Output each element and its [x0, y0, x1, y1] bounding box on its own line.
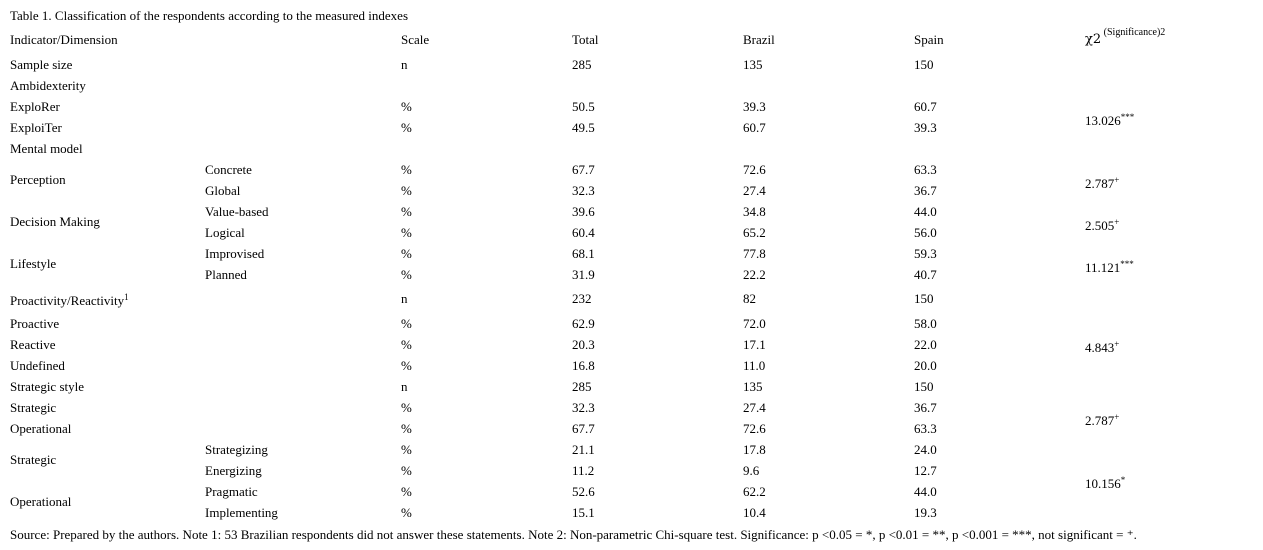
- table-row: [0, 484, 1263, 505]
- chi-value: 11.121: [1085, 260, 1121, 275]
- table-row: [0, 162, 1263, 183]
- row-brazil: 22.2: [743, 267, 766, 282]
- header-spain: Spain: [914, 32, 944, 47]
- row-brazil: 72.6: [743, 162, 766, 177]
- chi-square-value: [1085, 218, 1119, 234]
- row-brazil: 17.1: [743, 337, 766, 352]
- significance-marker: +: [1114, 217, 1120, 227]
- row-total: 15.1: [572, 505, 595, 520]
- row-spain: 150: [914, 291, 934, 306]
- table-row: [0, 120, 1263, 141]
- row-brazil: 82: [743, 291, 756, 306]
- row-spain: 36.7: [914, 183, 937, 198]
- row-spain: 150: [914, 57, 934, 72]
- chi-symbol: χ2: [1085, 32, 1102, 47]
- row-spain: 63.3: [914, 421, 937, 436]
- footnote-marker: 1: [124, 292, 129, 302]
- significance-marker: ***: [1120, 112, 1135, 122]
- row-spain: 63.3: [914, 162, 937, 177]
- row-total: 60.4: [572, 225, 595, 240]
- table-row: [0, 246, 1263, 267]
- table-row: [0, 291, 1263, 312]
- row-indicator: Reactive: [10, 337, 56, 352]
- row-scale: n: [401, 379, 408, 394]
- chi-value: 10.156: [1085, 476, 1121, 491]
- row-indicator: ExploiTer: [10, 120, 62, 135]
- row-brazil: 77.8: [743, 246, 766, 261]
- row-dimension: Implementing: [205, 505, 278, 520]
- chi-square-value: [1085, 476, 1125, 492]
- table-row: [0, 400, 1263, 421]
- row-brazil: 135: [743, 57, 763, 72]
- table-row: [0, 421, 1263, 442]
- row-dimension: Pragmatic: [205, 484, 258, 499]
- table-row: [0, 267, 1263, 288]
- row-scale: %: [401, 400, 412, 415]
- row-spain: 58.0: [914, 316, 937, 331]
- row-total: 16.8: [572, 358, 595, 373]
- row-brazil: 135: [743, 379, 763, 394]
- chi-square-value: [1085, 176, 1119, 192]
- merged-label-strategic: Strategic: [10, 452, 57, 467]
- row-indicator: [10, 293, 129, 309]
- table-row: [0, 57, 1263, 78]
- row-indicator: Mental model: [10, 141, 83, 156]
- row-total: 49.5: [572, 120, 595, 135]
- row-brazil: 72.0: [743, 316, 766, 331]
- row-indicator: ExploRer: [10, 99, 60, 114]
- row-brazil: 10.4: [743, 505, 766, 520]
- table-row: [0, 442, 1263, 463]
- merged-label-perception: Perception: [10, 172, 66, 187]
- header-chi-square: [1085, 27, 1166, 47]
- chi-value: 2.505: [1085, 218, 1115, 233]
- header-indicator: Indicator/Dimension: [10, 32, 118, 47]
- row-spain: 60.7: [914, 99, 937, 114]
- row-spain: 150: [914, 379, 934, 394]
- table-caption: Table 1. Classification of the respondents according to the measured indexes: [10, 8, 408, 23]
- chi-square-value: [1085, 413, 1119, 429]
- chi-value: 4.843: [1085, 340, 1115, 355]
- source-note: Source: Prepared by the authors. Note 1: 53 Brazilian respondents did not answer these statements. Note 2: Non-parametric Chi-square test. Significance: p <0.05 = *, p <0.01 = **, p <0.001 = ***, not significant = ⁺.: [10, 527, 1137, 542]
- row-brazil: 27.4: [743, 400, 766, 415]
- row-spain: 56.0: [914, 225, 937, 240]
- chi-square-value: [1085, 260, 1134, 276]
- row-total: 50.5: [572, 99, 595, 114]
- merged-label-lifestyle: Lifestyle: [10, 256, 57, 271]
- table-row: [0, 358, 1263, 379]
- significance-marker: +: [1114, 339, 1120, 349]
- row-scale: %: [401, 463, 412, 478]
- significance-marker: +: [1114, 412, 1120, 422]
- row-dimension: Energizing: [205, 463, 262, 478]
- row-brazil: 34.8: [743, 204, 766, 219]
- row-total: 52.6: [572, 484, 595, 499]
- row-brazil: 39.3: [743, 99, 766, 114]
- row-total: 68.1: [572, 246, 595, 261]
- header-row: [0, 32, 1263, 53]
- table-row: [0, 141, 1263, 162]
- table-row: [0, 225, 1263, 246]
- table-row: [0, 463, 1263, 484]
- row-spain: 44.0: [914, 204, 937, 219]
- row-spain: 39.3: [914, 120, 937, 135]
- row-scale: %: [401, 442, 412, 457]
- row-brazil: 11.0: [743, 358, 766, 373]
- table-row: [0, 204, 1263, 225]
- row-indicator: Sample size: [10, 57, 73, 72]
- row-total: 67.7: [572, 421, 595, 436]
- chi-value: 13.026: [1085, 113, 1121, 128]
- row-scale: %: [401, 246, 412, 261]
- row-scale: %: [401, 421, 412, 436]
- header-scale: Scale: [401, 32, 430, 47]
- row-brazil: 60.7: [743, 120, 766, 135]
- chi-header-sup: (Significance)2: [1101, 27, 1166, 38]
- row-spain: 24.0: [914, 442, 937, 457]
- row-dimension: Improvised: [205, 246, 265, 261]
- row-brazil: 9.6: [743, 463, 760, 478]
- row-indicator: Strategic style: [10, 379, 85, 394]
- row-indicator-text: Proactivity/Reactivity: [10, 293, 125, 308]
- header-brazil: Brazil: [743, 32, 775, 47]
- row-spain: 40.7: [914, 267, 937, 282]
- row-indicator: Ambidexterity: [10, 78, 86, 93]
- row-scale: %: [401, 267, 412, 282]
- row-total: 62.9: [572, 316, 595, 331]
- row-scale: %: [401, 99, 412, 114]
- row-brazil: 17.8: [743, 442, 766, 457]
- row-scale: %: [401, 183, 412, 198]
- row-indicator: Undefined: [10, 358, 65, 373]
- chi-square-value: [1085, 113, 1134, 129]
- merged-label-decision-making: Decision Making: [10, 214, 100, 229]
- row-indicator: Operational: [10, 421, 72, 436]
- row-total: 32.3: [572, 183, 595, 198]
- chi-value: 2.787: [1085, 413, 1115, 428]
- row-scale: %: [401, 505, 412, 520]
- table-row: [0, 99, 1263, 120]
- row-indicator: Strategic: [10, 400, 57, 415]
- chi-value: 2.787: [1085, 176, 1115, 191]
- table-row: [0, 78, 1263, 99]
- row-total: 31.9: [572, 267, 595, 282]
- row-dimension: Global: [205, 183, 241, 198]
- merged-label-operational: Operational: [10, 494, 72, 509]
- row-brazil: 65.2: [743, 225, 766, 240]
- row-brazil: 72.6: [743, 421, 766, 436]
- row-spain: 44.0: [914, 484, 937, 499]
- row-scale: n: [401, 291, 408, 306]
- row-scale: %: [401, 316, 412, 331]
- row-spain: 12.7: [914, 463, 937, 478]
- significance-marker: +: [1114, 175, 1120, 185]
- row-spain: 36.7: [914, 400, 937, 415]
- table-row: [0, 316, 1263, 337]
- row-brazil: 62.2: [743, 484, 766, 499]
- row-total: 285: [572, 379, 592, 394]
- row-dimension: Planned: [205, 267, 247, 282]
- significance-marker: ***: [1120, 259, 1134, 269]
- row-dimension: Concrete: [205, 162, 252, 177]
- row-spain: 19.3: [914, 505, 937, 520]
- table-row: [0, 337, 1263, 358]
- row-spain: 20.0: [914, 358, 937, 373]
- row-scale: %: [401, 358, 412, 373]
- row-total: 21.1: [572, 442, 595, 457]
- row-brazil: 27.4: [743, 183, 766, 198]
- row-dimension: Value-based: [205, 204, 269, 219]
- row-scale: %: [401, 225, 412, 240]
- row-spain: 59.3: [914, 246, 937, 261]
- row-scale: %: [401, 204, 412, 219]
- row-scale: %: [401, 162, 412, 177]
- row-total: 11.2: [572, 463, 595, 478]
- significance-marker: *: [1120, 475, 1126, 485]
- table-row: [0, 379, 1263, 400]
- chi-square-value: [1085, 340, 1119, 356]
- row-indicator: Proactive: [10, 316, 60, 331]
- row-total: 285: [572, 57, 592, 72]
- row-scale: %: [401, 337, 412, 352]
- row-spain: 22.0: [914, 337, 937, 352]
- row-total: 32.3: [572, 400, 595, 415]
- row-dimension: Strategizing: [205, 442, 268, 457]
- row-total: 20.3: [572, 337, 595, 352]
- row-total: 67.7: [572, 162, 595, 177]
- row-scale: %: [401, 484, 412, 499]
- row-total: 232: [572, 291, 592, 306]
- row-dimension: Logical: [205, 225, 245, 240]
- table-row: [0, 183, 1263, 204]
- row-total: 39.6: [572, 204, 595, 219]
- header-total: Total: [572, 32, 599, 47]
- row-scale: %: [401, 120, 412, 135]
- row-scale: n: [401, 57, 408, 72]
- table-row: [0, 505, 1263, 526]
